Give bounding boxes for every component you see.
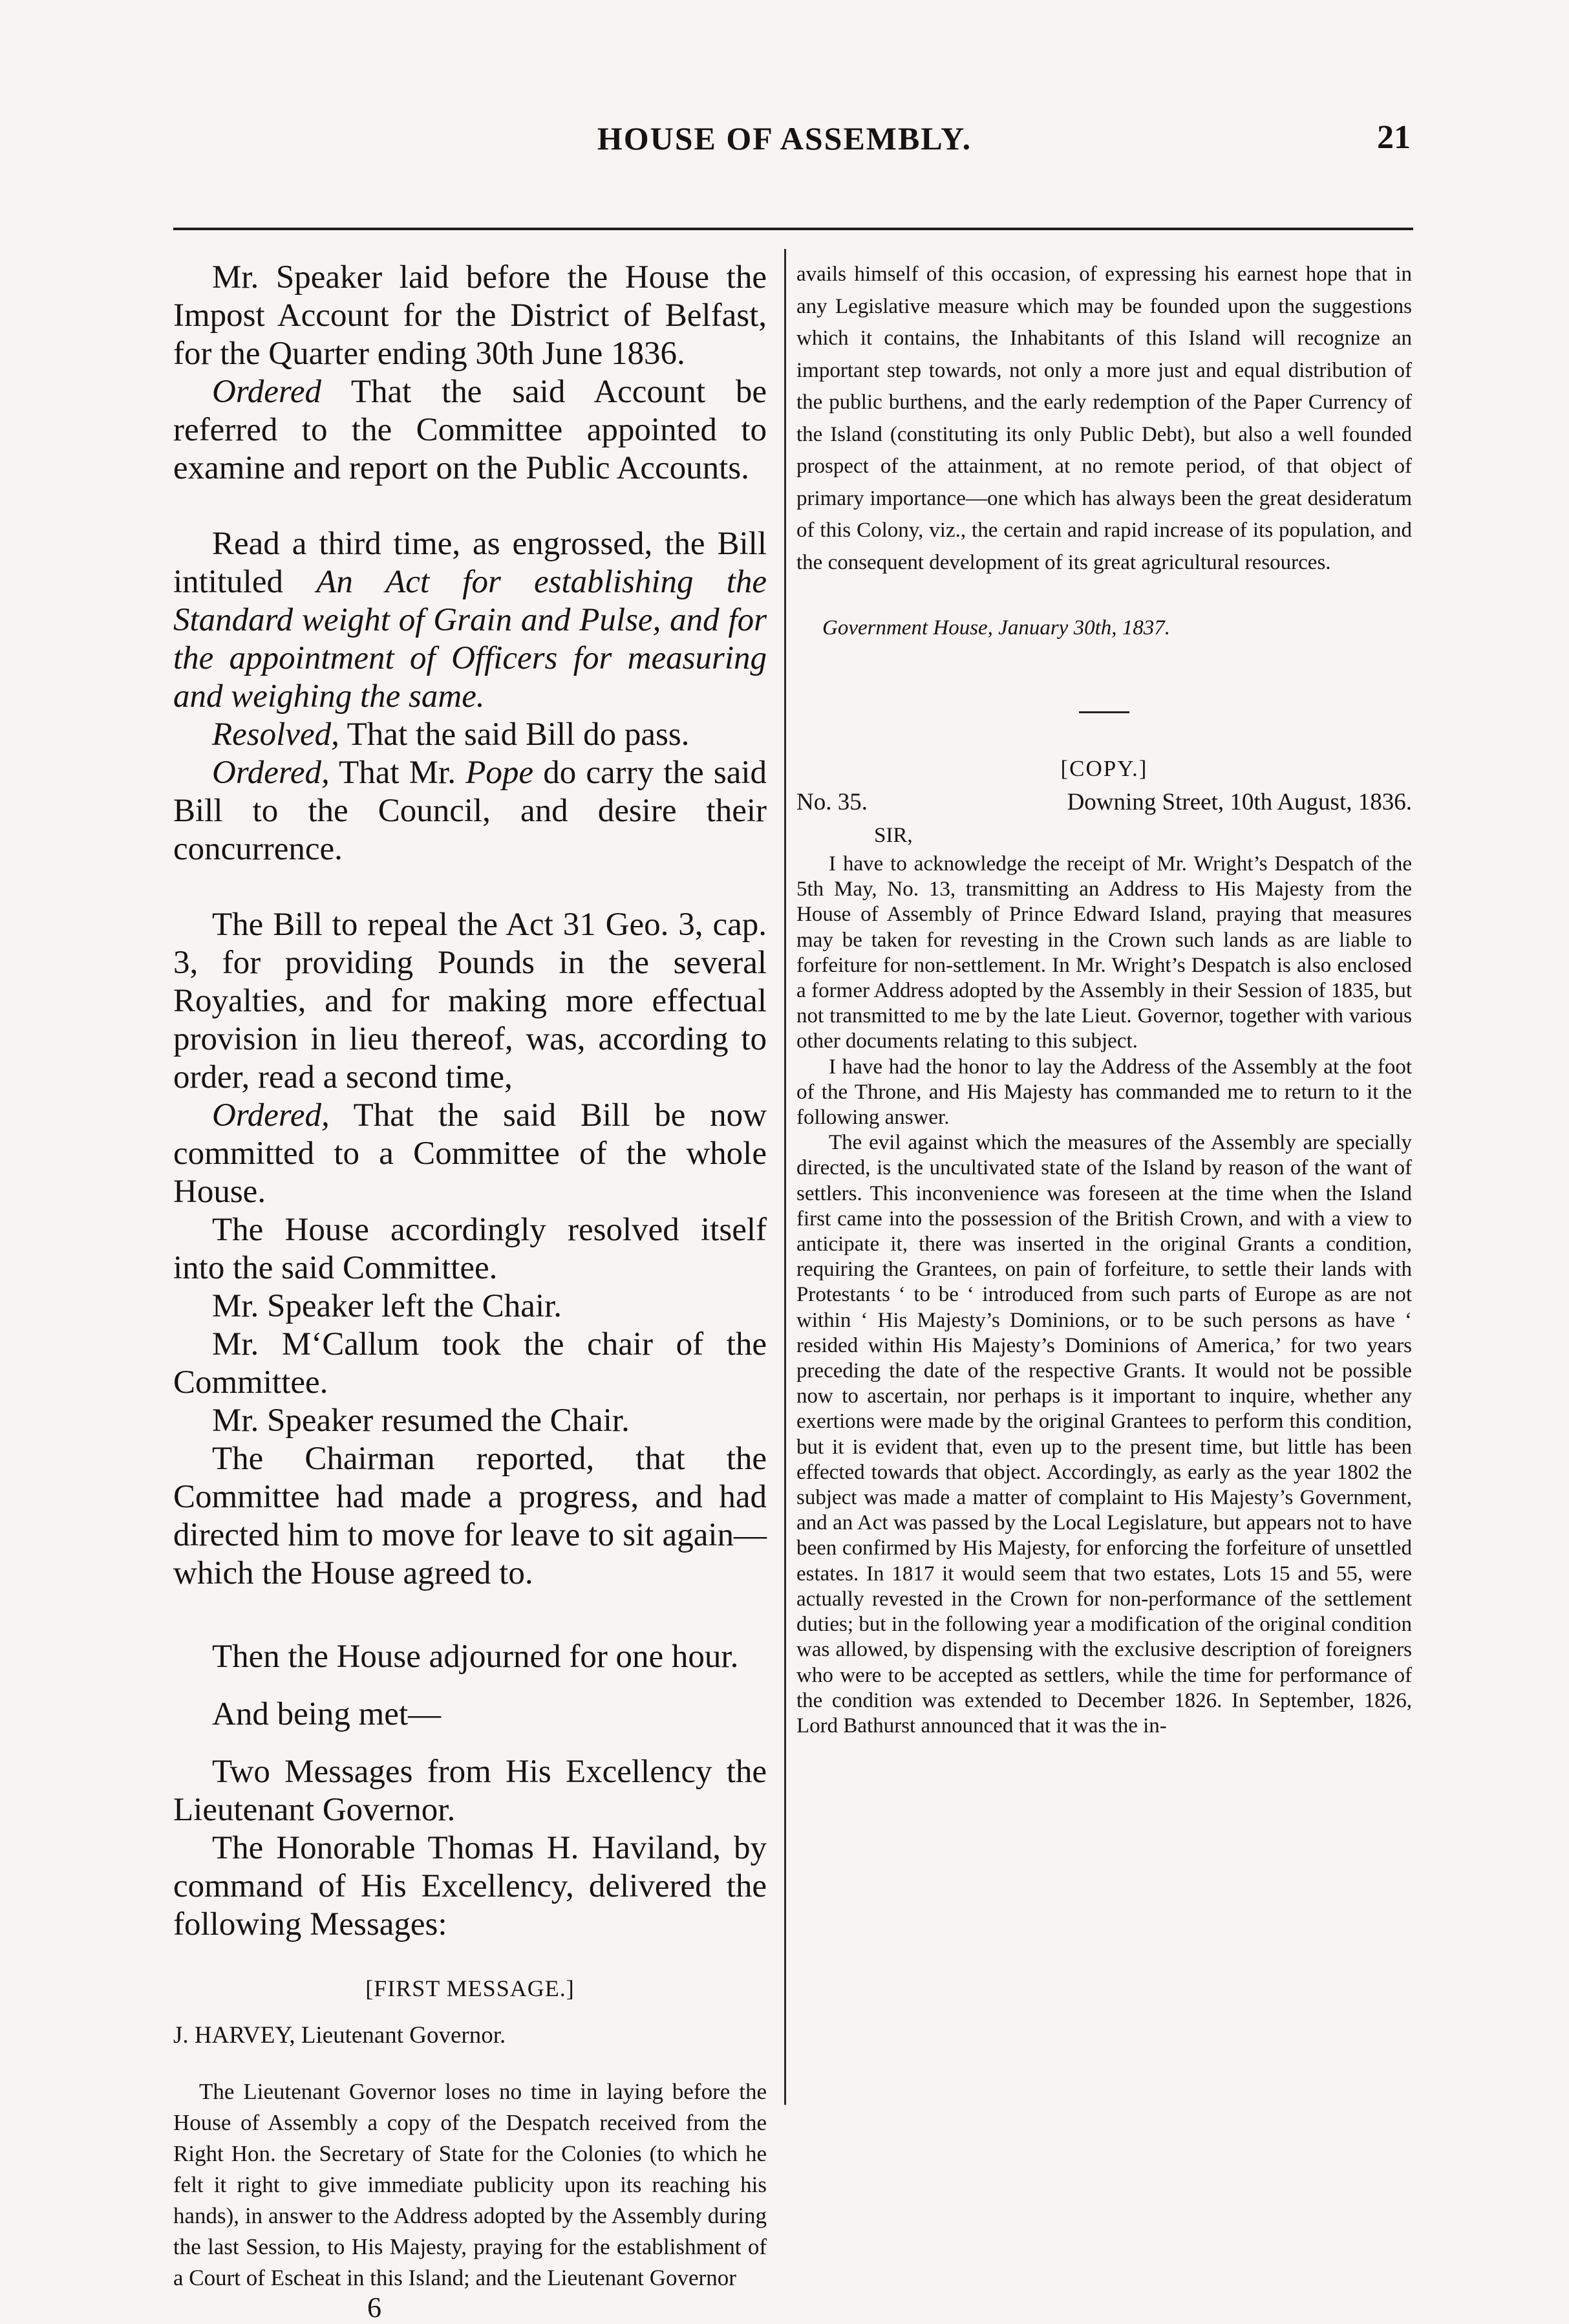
- paragraph-ordered-committed: [173, 1097, 767, 1211]
- page-number: 21: [1377, 119, 1411, 156]
- ordered-pope-mid: That Mr.: [329, 755, 466, 791]
- paragraph-impost-account: Mr. Speaker laid before the House the Impost Account for the District of Belfast, for the Quarter ending 30th June 1836.: [173, 259, 767, 372]
- right-column: [796, 259, 1412, 1739]
- message-continuation: avails himself of this occasion, of expressing his earnest hope that in any Legislative measure which may be founded upon the suggestions which it contains, the Inhabitants of this Island will recognize an important step towards, not only a more just and equal distribution of the public burthens, and the early redemption of the Paper Currency of the Island (constituting its only Public Debt), but also a well founded prospect of the attainment, at no remote period, of that object of primary importance—one which has always been the great desideratum of this Colony, viz., the certain and rapid increase of its population, and the consequent development of its great agricultural resources.: [796, 263, 1412, 574]
- message-text: The Lieutenant Governor loses no time in laying before the House of Assembly a copy of the Despatch received from the Right Hon. the Secretary of State for the Colonies (to which he felt it right to give immediate publicity upon its reaching his hands), in answer to the Address adopted by the Assembly during the last Session, to His Majesty, praying for the establishment of a Court of Escheat in this Island; and the Lieutenant Governor: [173, 2079, 767, 2290]
- third-reading-start: Read a third time, as engrossed, the Bill intituled: [173, 526, 767, 600]
- ordered-committed-italic: Ordered,: [212, 1097, 330, 1134]
- paragraph-speaker-left: Mr. Speaker left the Chair.: [212, 1288, 562, 1324]
- despatch-paragraph-2: I have had the honor to lay the Address of the Assembly at the foot of the Throne, and His Majesty has commanded me to return to it the following answer.: [796, 1055, 1412, 1130]
- despatch-paragraph-1: I have to acknowledge the receipt of Mr. Wright’s Despatch of the 5th May, No. 13, transmitting an Address to His Majesty from the House of Assembly of Prince Edward Island, praying that measures may be taken for revesting in the Crown such lands as are liable to forfeiture for non-settlement. In Mr. Wright’s Despatch is also enclosed a former Address adopted by the Assembly in their Session of 1835, but not transmitted to me by the late Lieut. Governor, together with various other documents relating to this subject.: [796, 852, 1412, 1053]
- paragraph-chairman-reported: The Chairman reported, that the Committee had made a progress, and had directed him to move for leave to sit again—which the House agreed to.: [173, 1441, 767, 1591]
- resolved-rest: That the said Bill do pass.: [339, 716, 690, 753]
- pope-name-italic: Pope: [465, 755, 533, 791]
- salutation: SIR,: [874, 824, 913, 847]
- dated-line: Government House, January 30th, 1837.: [822, 616, 1170, 640]
- ordered-pope-italic: Ordered,: [212, 755, 330, 791]
- message-signature: J. HARVEY, Lieutenant Governor.: [173, 2022, 506, 2049]
- paragraph-two-messages: Two Messages from His Excellency the Lieutenant Governor.: [173, 1754, 767, 1828]
- paragraph-repeal-bill: The Bill to repeal the Act 31 Geo. 3, cap. 3, for providing Pounds in the several Royalties, and for making more effectual provision in lieu thereof, was, according to order, read a second time,: [173, 907, 767, 1095]
- folio-signature-mark: 6: [367, 2292, 381, 2323]
- paragraph-resolved: [173, 716, 767, 754]
- despatch-header: [796, 788, 1412, 816]
- left-column: [173, 259, 767, 2324]
- paragraph-third-reading: [173, 525, 767, 716]
- paragraph-mccallum: Mr. M‘Callum took the chair of the Committee.: [173, 1326, 767, 1401]
- paragraph-being-met: And being met—: [212, 1696, 442, 1732]
- section-rule: [1079, 711, 1129, 713]
- header-rule: [173, 228, 1413, 230]
- page-title: HOUSE OF ASSEMBLY.: [597, 120, 972, 156]
- paragraph-speaker-resumed: Mr. Speaker resumed the Chair.: [212, 1403, 630, 1439]
- paragraph-haviland: The Honorable Thomas H. Haviland, by command of His Excellency, delivered the following Messages:: [173, 1830, 767, 1942]
- despatch-number: No. 35.: [796, 789, 868, 815]
- copy-label: [COPY.]: [1060, 756, 1148, 781]
- ordered-committed-rest: That the said Bill be now committed to a Committee of the whole House.: [173, 1097, 767, 1210]
- paragraph-adjourned: Then the House adjourned for one hour.: [212, 1639, 739, 1675]
- despatch-place-date: Downing Street, 10th August, 1836.: [1067, 789, 1412, 815]
- first-message-heading: [FIRST MESSAGE.]: [365, 1975, 575, 2001]
- resolved-italic: Resolved,: [212, 716, 339, 753]
- ordered-italic: Ordered: [212, 374, 322, 410]
- ordered-pope-rest: do carry the said Bill to the Council, and desire their concurrence.: [173, 755, 767, 867]
- despatch-paragraph-3: The evil against which the measures of the Assembly are specially directed, is the uncultivated state of the Island by reason of the want of settlers. This inconvenience was foreseen at the time when the Island first came into the possession of the British Crown, and with a view to anticipate it, there was inserted in the original Grants a condition, requiring the Grantees, on pain of forfeiture, to settle their lands with Protestants ‘ to be ‘ introduced from such parts of Europe as are not within ‘ His Majesty’s Dominions, or to be such persons as have ‘ resided within His Majesty’s Dominions of America,’ for two years preceding the date of the respective Grants. It would not be possible now to ascertain, nor perhaps is it important to inquire, whether any exertions were made by the original Grantees to perform this condition, but it is evident that, even up to the present time, but little has been effected towards that object. Accordingly, as early as the year 1802 the subject was made a matter of complaint to His Majesty’s Government, and an Act was passed by the Local Legislature, but appears not to have been confirmed by His Majesty, for enforcing the forfeiture of unsettled estates. In 1817 it would seem that two estates, Lots 15 and 55, were actually revested in the Crown for non-performance of the settlement duties; but in the following year a modification of the original condition was allowed, by dispensing with the exclusive description of foreigners who were to be accepted as settlers, while the time for performance of the condition was extended to December 1826. In September, 1826, Lord Bathurst announced that it was the in-: [796, 1131, 1412, 1738]
- paragraph-house-resolved: The House accordingly resolved itself into the said Committee.: [173, 1212, 767, 1286]
- paragraph-ordered-pope: [173, 754, 767, 868]
- column-divider: [784, 249, 786, 2105]
- bill-title-italic: An Act for establishing the Standard weight of Grain and Pulse, and for the appointment of Officers for measuring and weighing the same.: [173, 564, 767, 715]
- paragraph-ordered-referred: [173, 373, 767, 488]
- ordered-rest: That the said Account be referred to the Committee appointed to examine and report on the Public Accounts.: [173, 374, 767, 486]
